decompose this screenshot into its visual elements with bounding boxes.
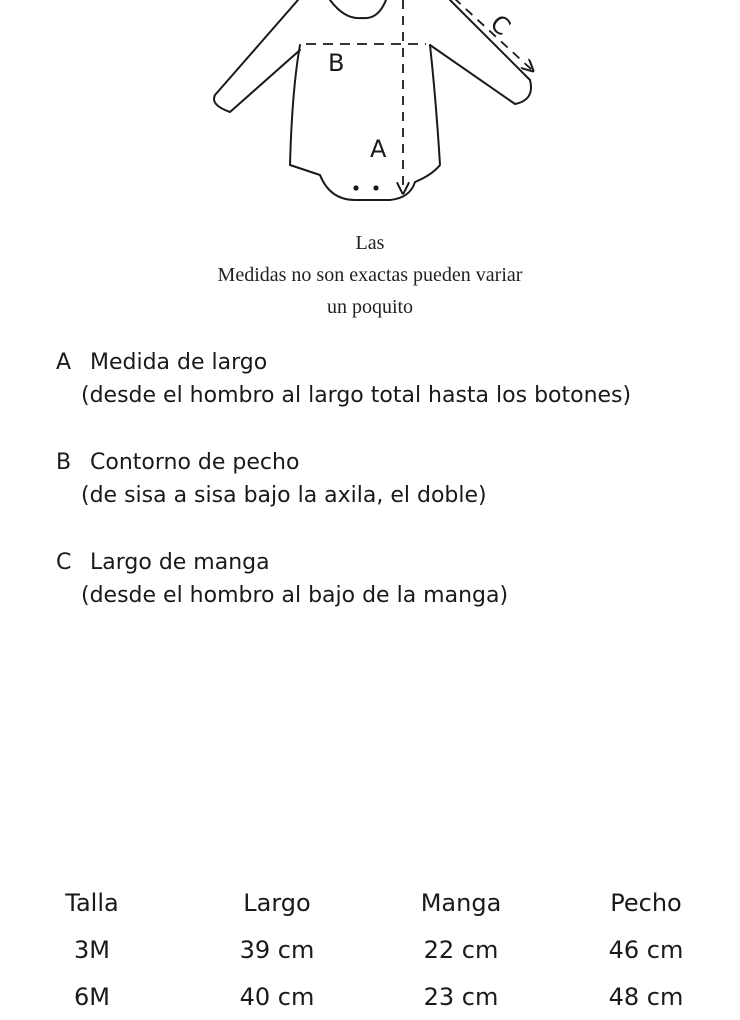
legend-detail: (desde el hombro al largo total hasta los botones) — [81, 383, 632, 408]
table-header: Talla — [65, 889, 119, 917]
button-dot — [373, 185, 378, 190]
table-row — [0, 927, 740, 973]
legend-item-c — [56, 546, 740, 612]
table-row — [0, 974, 740, 1020]
legend-letter: A — [56, 350, 72, 375]
table-header-row — [0, 880, 740, 926]
table-cell: 48 cm — [608, 983, 684, 1011]
legend-letter: C — [56, 550, 72, 575]
legend-item-a — [56, 346, 740, 412]
table-cell: 23 cm — [423, 983, 499, 1011]
table-cell: 6M — [74, 983, 110, 1011]
legend-detail: (desde el hombro al bajo de la manga) — [81, 583, 509, 608]
table-header: Largo — [243, 889, 311, 917]
legend-title: Largo de manga — [90, 550, 270, 575]
legend-item-b — [56, 446, 740, 512]
table-header: Manga — [420, 889, 502, 917]
note-line-1: Las — [355, 232, 385, 254]
disclaimer-note — [0, 227, 740, 323]
legend-title: Contorno de pecho — [90, 450, 300, 475]
body-outline — [290, 45, 440, 200]
collar — [330, 0, 386, 18]
table-cell: 39 cm — [239, 936, 315, 964]
table-header: Pecho — [610, 889, 682, 917]
table-cell: 40 cm — [239, 983, 315, 1011]
table-cell: 22 cm — [423, 936, 499, 964]
label-a: A — [370, 135, 387, 163]
table-cell: 3M — [74, 936, 110, 964]
legend-letter: B — [56, 450, 72, 475]
legend-detail: (de sisa a sisa bajo la axila, el doble) — [81, 483, 487, 508]
button-dot — [353, 185, 358, 190]
left-sleeve — [214, 0, 300, 112]
label-b: B — [328, 49, 345, 77]
note-line-3: un poquito — [326, 296, 414, 318]
right-sleeve — [430, 0, 531, 104]
bodysuit-diagram — [0, 0, 740, 220]
label-c: C — [484, 9, 516, 42]
note-line-2: Medidas no son exactas pueden variar — [217, 264, 523, 286]
table-cell: 46 cm — [608, 936, 684, 964]
legend-title: Medida de largo — [90, 350, 268, 375]
